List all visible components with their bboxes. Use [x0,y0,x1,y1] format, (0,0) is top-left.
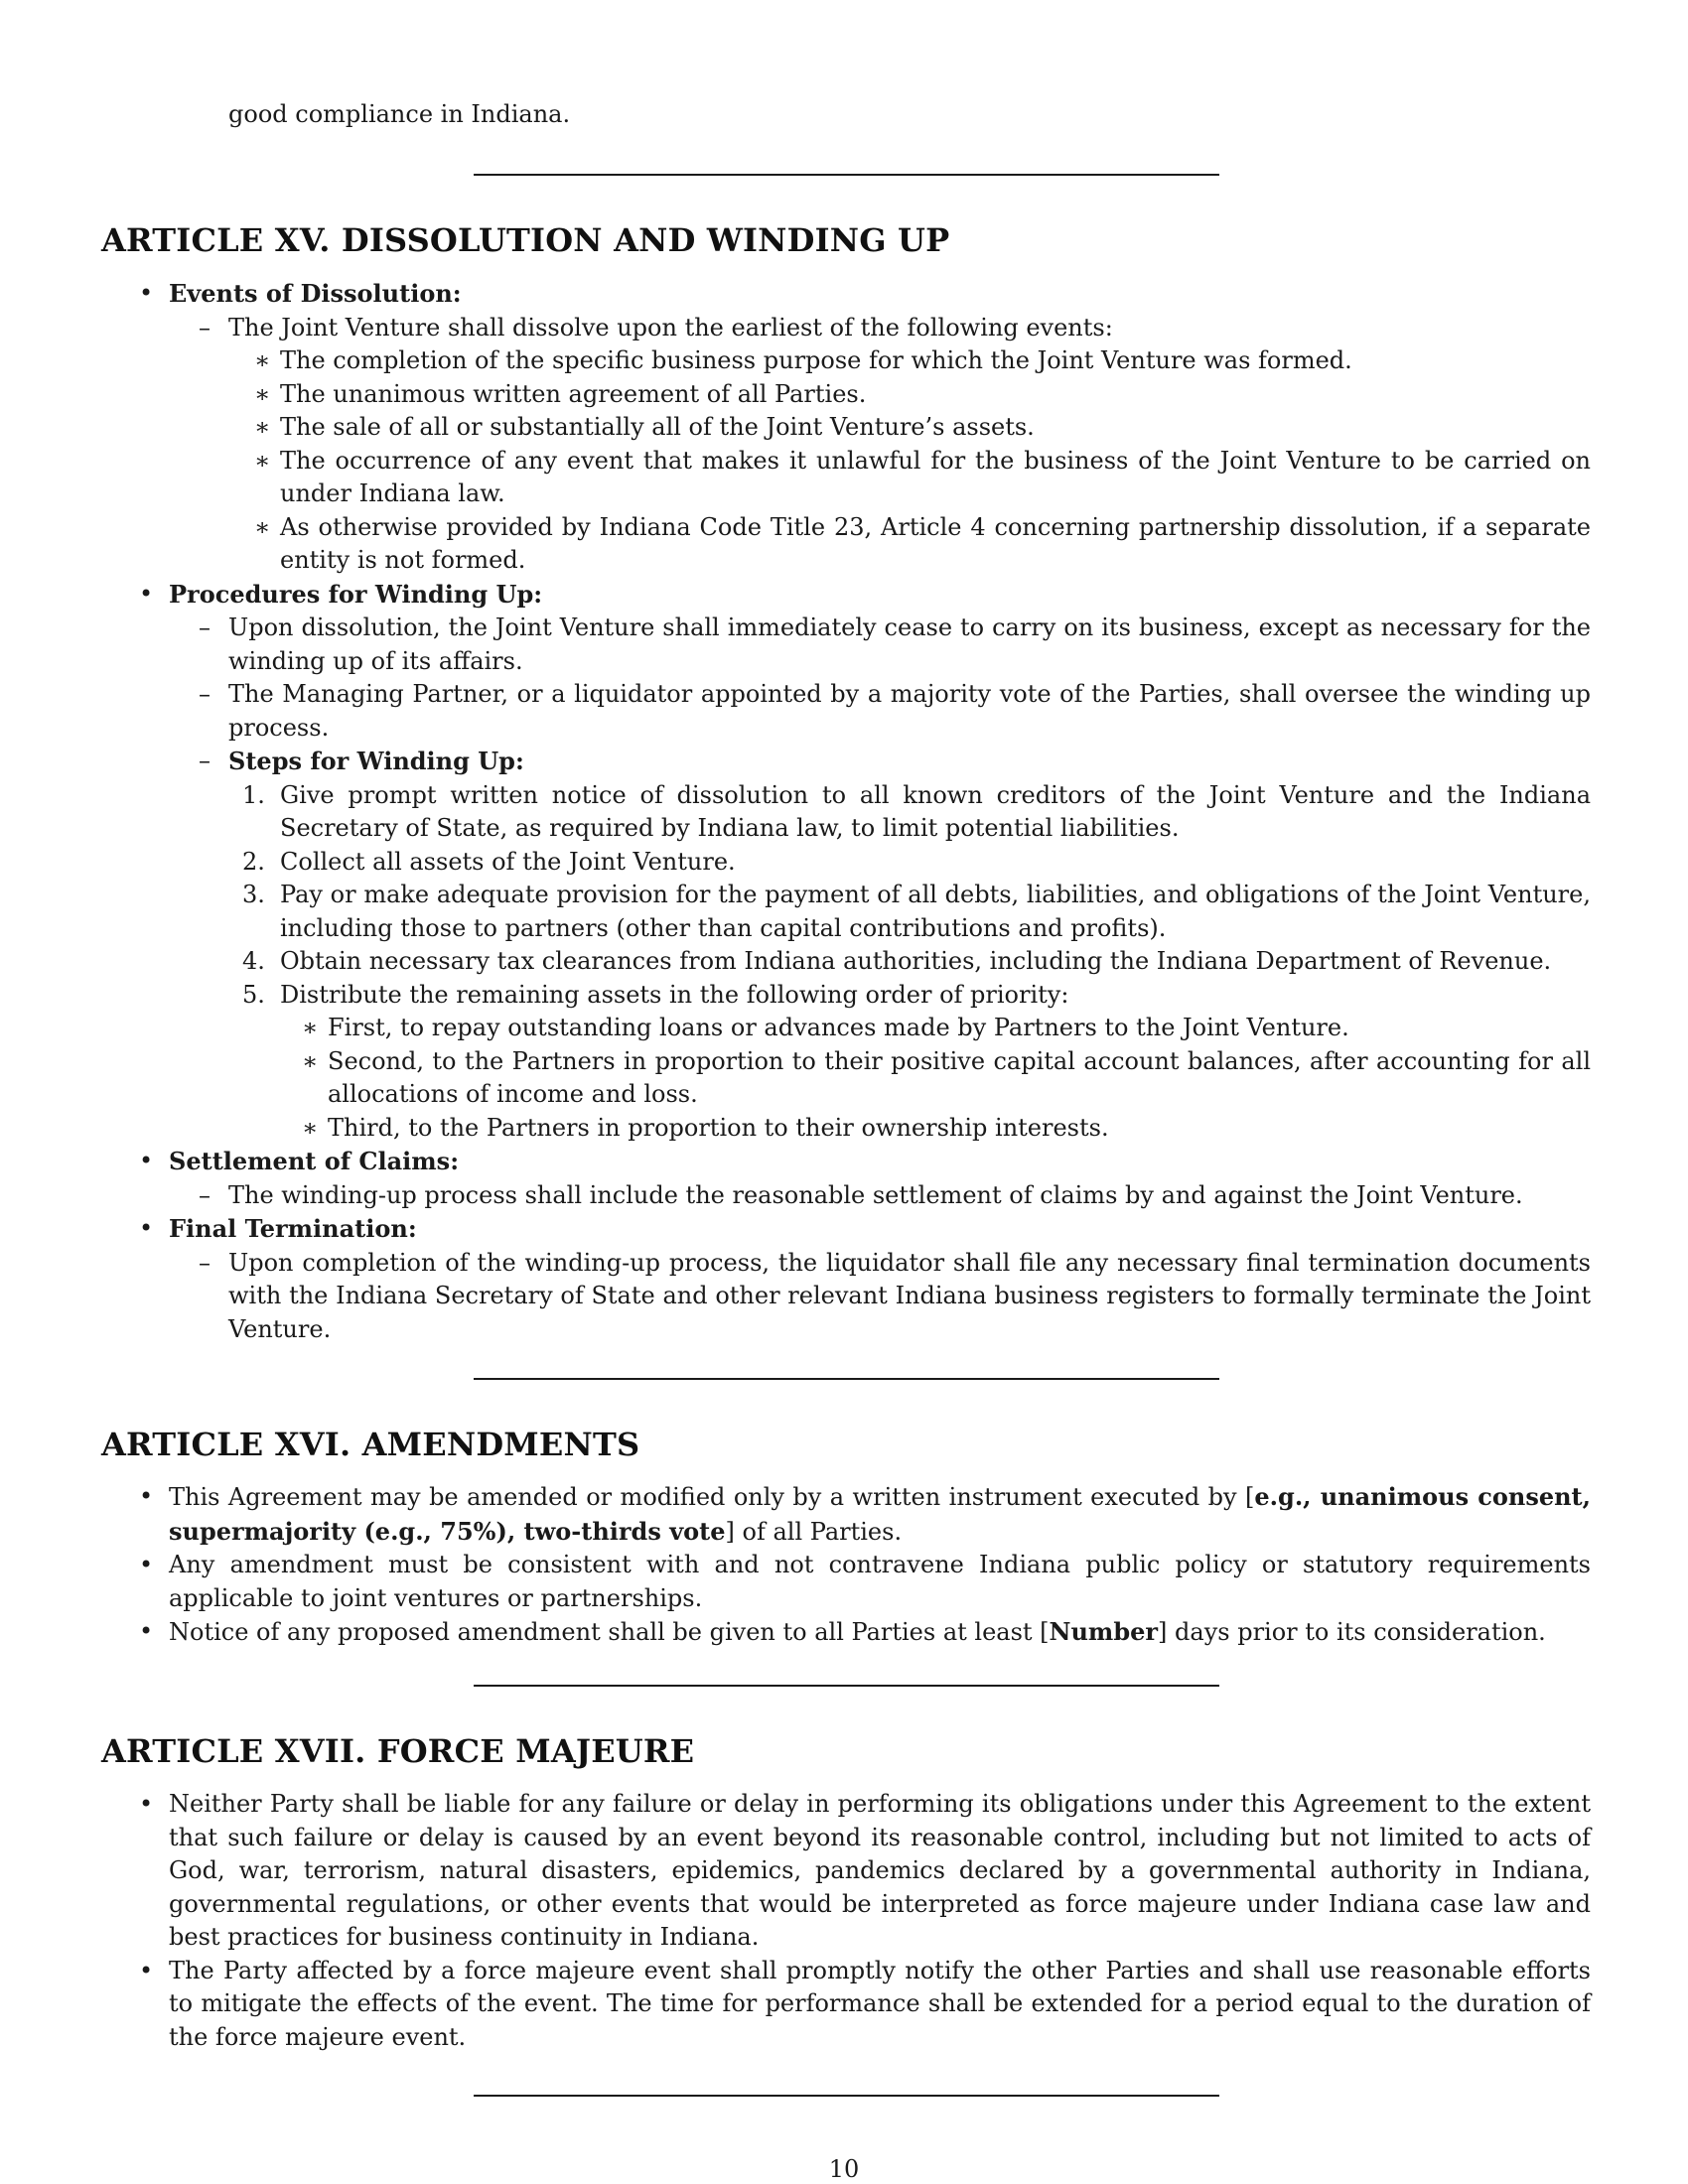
list-item: ∗ First, to repay outstanding loans or advances made by Partners to the Joint Venture. [280,1012,1591,1045]
steps-label: Steps for Winding Up: [228,747,524,775]
procedures-label: Procedures for Winding Up: [169,579,543,609]
notice-text: Notice of any proposed amendment shall be given to all Parties at least [ [169,1618,1050,1646]
list-item: ∗ The completion of the specific business purpose for which the Joint Venture was formed. [228,344,1591,378]
list-item: – The winding-up process shall include the reasonable settlement of claims by and against the Joint Venture. [169,1179,1591,1213]
list-item [101,1145,1591,1212]
list-item: ∗ The occurrence of any event that makes it unlawful for the business of the Joint Venture to be carried on under Indiana law. [228,445,1591,511]
step-number: 4. [242,947,265,975]
list-item: • Neither Party shall be liable for any failure or delay in performing its obligations under this Agreement to the extent that such failure or delay is caused by an event beyond its reasonable control, including but not limited to acts of God, war, terrorism, natural disasters, epidemics, pandemics declared by a governmental authority in Indiana, governmental regulations, or other events that would be interpreted as force majeure under Indiana case law and best practices for business continuity in Indiana. [101,1788,1591,1955]
list-item: – Upon dissolution, the Joint Venture shall immediately cease to carry on its business, except as necessary for the winding up of its affairs. [169,612,1591,678]
step-number: 3. [242,881,265,908]
step-text: Give prompt written notice of dissolution to all known creditors of the Joint Venture and the Indiana Secretary of State, as required by Indiana law, to limit potential liabilities. [280,780,1591,842]
step-text: Distribute the remaining assets in the following order of priority: [280,980,1069,1009]
list-item: ∗ Third, to the Partners in proportion to their ownership interests. [280,1112,1591,1146]
amendment-text: This Agreement may be amended or modified only by a written instrument executed by [ [169,1483,1255,1511]
events-intro: The Joint Venture shall dissolve upon the earliest of the following events: [228,313,1113,341]
list-item [228,779,1591,846]
list-item: • The Party affected by a force majeure event shall promptly notify the other Parties and shall use reasonable efforts to mitigate the effects of the event. The time for performance shall be extended for a period equal to the duration of the force majeure event. [101,1955,1591,2055]
list-item [228,846,1591,880]
settlement-label: Settlement of Claims: [169,1147,460,1175]
section-divider [474,2095,1219,2097]
step-text: Pay or make adequate provision for the payment of all debts, liabilities, and obligations of the Joint Venture, including those to partners (other than capital contributions and profits). [280,881,1591,942]
final-termination-label: Final Termination: [169,1214,417,1243]
list-item [101,1615,1591,1650]
list-item: • Any amendment must be consistent with and not contravene Indiana public policy or statutory requirements applicable to joint ventures or partnerships. [101,1549,1591,1615]
list-item [101,1212,1591,1346]
article-15-heading: ARTICLE XV. DISSOLUTION AND WINDING UP [101,221,950,259]
list-item [101,1480,1591,1549]
section-divider [474,174,1219,176]
list-item: ∗ The unanimous written agreement of all Parties. [228,378,1591,412]
page-number: 10 [828,2155,860,2183]
list-item [169,745,1591,1145]
article-17-body [101,1788,1591,2054]
step-text: Obtain necessary tax clearances from Indiana authorities, including the Indiana Department of Revenue. [280,947,1552,975]
list-item [101,277,1591,578]
list-item [228,879,1591,945]
step-number: 1. [242,780,265,809]
events-of-dissolution-label: Events of Dissolution: [169,279,462,308]
list-item: ∗ As otherwise provided by Indiana Code Title 23, Article 4 concerning partnership dissolution, if a separate entity is not formed. [228,511,1591,578]
step-number: 2. [242,847,265,876]
list-item: ∗ The sale of all or substantially all of the Joint Venture’s assets. [228,411,1591,445]
list-item: ∗ Second, to the Partners in proportion to their positive capital account balances, after accounting for all allocations of income and loss. [280,1045,1591,1112]
section-divider [474,1378,1219,1380]
list-item [101,578,1591,1146]
article-17-heading: ARTICLE XVII. FORCE MAJEURE [101,1732,695,1770]
continuation-text: good compliance in Indiana. [228,100,571,128]
number-placeholder: Number [1049,1617,1159,1646]
article-16-heading: ARTICLE XVI. AMENDMENTS [101,1426,640,1463]
list-item [169,312,1591,578]
list-item: – Upon completion of the winding-up process, the liquidator shall file any necessary final termination documents with the Indiana Secretary of State and other relevant Indiana business registers to formally terminate the Joint Venture. [169,1247,1591,1347]
list-item: – The Managing Partner, or a liquidator appointed by a majority vote of the Parties, shall oversee the winding up process. [169,678,1591,745]
list-item [228,979,1591,1146]
notice-text: ] days prior to its consideration. [1158,1618,1546,1646]
list-item [228,945,1591,979]
amendment-text: ] of all Parties. [725,1517,903,1546]
article-15-body [101,277,1591,1346]
article-16-body [101,1480,1591,1650]
step-text: Collect all assets of the Joint Venture. [280,847,736,876]
step-number: 5. [242,980,265,1009]
section-divider [474,1685,1219,1687]
amendment-placeholder: e.g., unanimous consent, supermajority (e.g., 75%), two-thirds vote [169,1482,1591,1546]
